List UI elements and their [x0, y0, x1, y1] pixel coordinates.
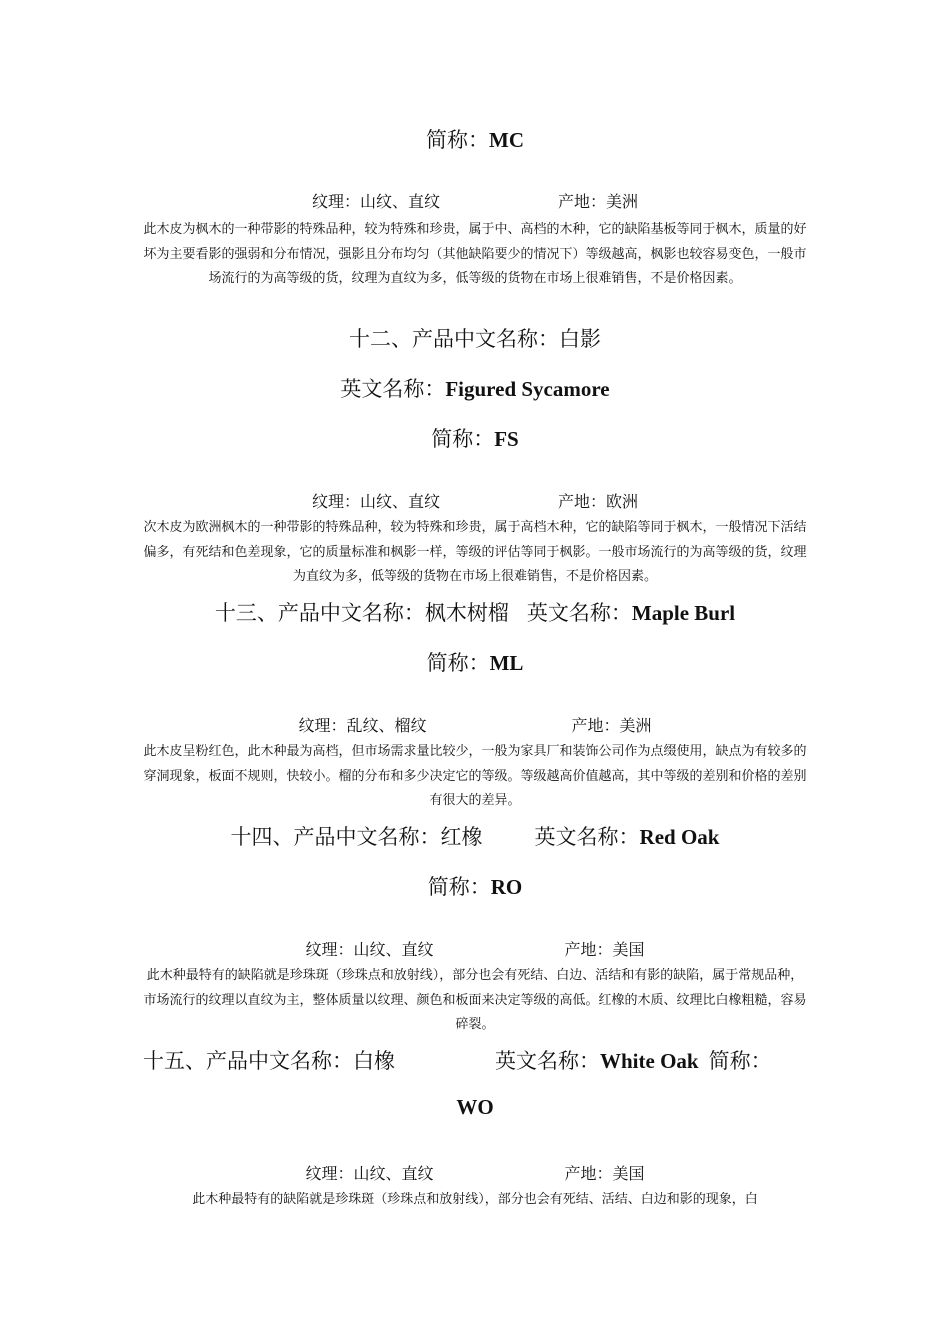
- origin-label: 产地：: [571, 716, 620, 735]
- abbr-line-fs: [0, 423, 950, 453]
- texture-label: 纹理：: [298, 716, 347, 735]
- cn-name-label: 产品中文名称：: [293, 825, 441, 849]
- abbr-label: 简称：: [426, 128, 489, 152]
- origin-value: 美国: [612, 1164, 645, 1183]
- en-name-value: Maple Burl: [631, 601, 736, 625]
- texture-value: 山纹、直纹: [359, 192, 440, 211]
- meta-line-ro: [0, 937, 950, 960]
- description-ml: 此木皮呈粉红色，此木种最为高档，但市场需求量比较少，一般为家具厂和装饰公司作为点缀使用，缺点为有较多的穿洞现象，板面不规则，快较小。榴的分布和多少决定它的等级。等级越高价值越高，其中等级的差别和价格的差别有很大的差异。: [143, 744, 807, 808]
- cn-name-value: 枫木树榴: [424, 601, 509, 625]
- en-name-label: 英文名称：: [340, 377, 446, 401]
- heading-number: 十五、: [143, 1049, 206, 1073]
- heading-ro: [0, 821, 950, 851]
- texture-label: 纹理：: [311, 192, 360, 211]
- texture-value: 山纹、直纹: [353, 1164, 434, 1183]
- en-name-label: 英文名称：: [495, 1049, 600, 1073]
- heading-number: 十三、: [214, 601, 278, 625]
- cn-name-value: 白橡: [353, 1049, 395, 1073]
- cn-name-value: 红橡: [440, 825, 483, 849]
- en-name-line-fs: [0, 373, 950, 403]
- texture-label: 纹理：: [305, 1164, 354, 1183]
- cn-name-label: 产品中文名称：: [206, 1049, 353, 1073]
- origin-value: 欧洲: [606, 492, 639, 511]
- meta-line-wo: [0, 1161, 950, 1184]
- abbr-line-wo: [0, 1095, 950, 1120]
- heading-wo: [143, 1045, 823, 1075]
- origin-label: 产地：: [558, 492, 607, 511]
- meta-line-fs: [0, 489, 950, 512]
- en-name-value: Figured Sycamore: [445, 377, 610, 401]
- en-name-label: 英文名称：: [534, 825, 640, 849]
- heading-number: 十四、: [230, 825, 294, 849]
- abbr-label: 简称：: [431, 427, 495, 451]
- origin-value: 美洲: [606, 192, 639, 211]
- abbr-value: ML: [489, 651, 524, 675]
- cn-name-value: 白影: [559, 327, 601, 351]
- origin-value: 美洲: [619, 716, 652, 735]
- heading-fs: [0, 323, 950, 353]
- abbr-line-ml: [0, 647, 950, 677]
- meta-line-mc: [0, 189, 950, 212]
- origin-label: 产地：: [558, 192, 607, 211]
- description-wo: 此木种最特有的缺陷就是珍珠斑（珍珠点和放射线），部分也会有死结、活结、白边和影的现象，白: [192, 1192, 758, 1207]
- texture-value: 乱纹、榴纹: [346, 716, 427, 735]
- texture-value: 山纹、直纹: [353, 940, 434, 959]
- abbr-label: 简称：: [426, 651, 490, 675]
- heading-ml: [0, 597, 950, 627]
- origin-label: 产地：: [564, 1164, 613, 1183]
- abbr-line-ro: [0, 871, 950, 901]
- cn-name-label: 产品中文名称：: [412, 327, 559, 351]
- abbr-value: RO: [490, 875, 523, 899]
- abbr-label: 简称：: [708, 1049, 772, 1073]
- en-name-label: 英文名称：: [526, 601, 632, 625]
- description-ro: 此木种最特有的缺陷就是珍珠斑（珍珠点和放射线），部分也会有死结、白边、活结和有影的缺陷，属于常规品种，市场流行的纹理以直纹为主，整体质量以纹理、颜色和板面来决定等级的高低。红橡的木质、纹理比白橡粗糙，容易碎裂。: [143, 968, 807, 1032]
- origin-value: 美国: [612, 940, 645, 959]
- abbr-value: FS: [494, 427, 519, 451]
- description-fs: 次木皮为欧洲枫木的一种带影的特殊品种，较为特殊和珍贵，属于高档木种，它的缺陷等同于枫木，一般情况下活结偏多，有死结和色差现象，它的质量标准和枫影一样，等级的评估等同于枫影。一般市场流行的为高等级的货，纹理为直纹为多，低等级的货物在市场上很难销售，不是价格因素。: [143, 520, 807, 584]
- abbr-line-mc: [0, 124, 950, 154]
- description-mc: 此木皮为枫木的一种带影的特殊品种，较为特殊和珍贵，属于中、高档的木种，它的缺陷基板等同于枫木，质量的好坏为主要看影的强弱和分布情况，强影且分布均匀（其他缺陷要少的情况下）等级越高，枫影也较容易变色，一般市场流行的为高等级的货，纹理为直纹为多，低等级的货物在市场上很难销售，不是价格因素。: [143, 222, 807, 286]
- en-name-value: White Oak: [600, 1049, 699, 1073]
- en-name-value: Red Oak: [639, 825, 720, 849]
- meta-line-ml: [0, 713, 950, 736]
- texture-value: 山纹、直纹: [359, 492, 440, 511]
- heading-number: 十二、: [349, 327, 412, 351]
- abbr-value: MC: [489, 128, 524, 152]
- texture-label: 纹理：: [305, 940, 354, 959]
- abbr-value: WO: [456, 1095, 494, 1119]
- cn-name-label: 产品中文名称：: [277, 601, 425, 625]
- origin-label: 产地：: [564, 940, 613, 959]
- texture-label: 纹理：: [311, 492, 360, 511]
- abbr-label: 简称：: [427, 875, 491, 899]
